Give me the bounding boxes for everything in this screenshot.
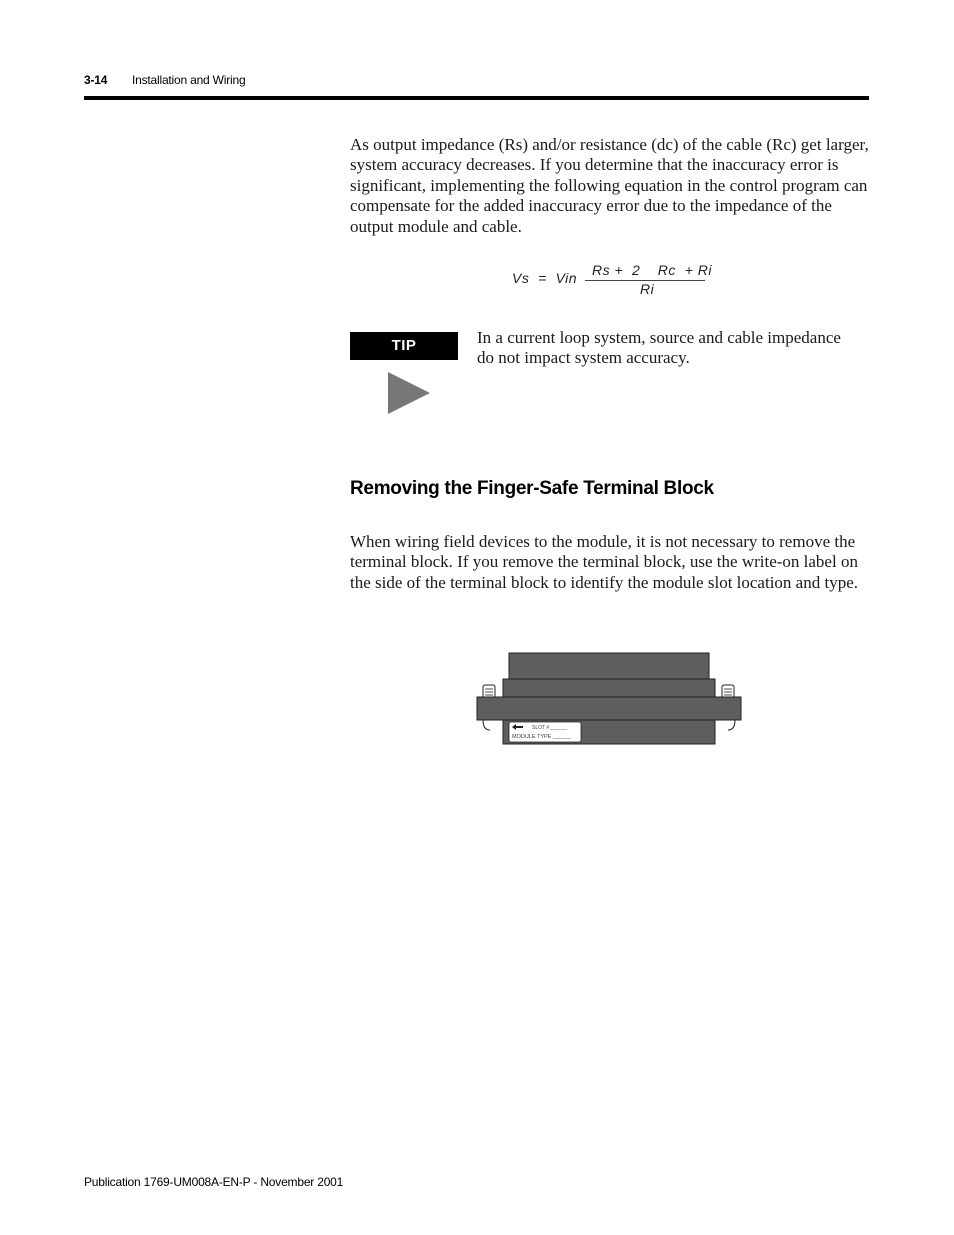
equation-numerator: Rs + 2 Rc + Ri [592,262,712,278]
terminal-block-paragraph: When wiring field devices to the module, it is not necessary to remove the terminal block. If you remove the terminal block, use the write-on label on the side of the terminal block to identify the module slot location and type. [350,532,858,592]
intro-paragraph: As output impedance (Rs) and/or resistance (dc) of the cable (Rc) get larger, system accuracy decreases. If you determine that the inaccuracy error is significant, implementing the following equation in the control program can compensate for the added inaccuracy error due to the impedance of the output module and cable. [350,135,869,236]
equation-lhs: Vs = Vin [512,270,578,286]
page-number: 3-14 [84,73,108,87]
right-screw-tab [728,720,735,730]
page-header [84,73,246,87]
footer-publication: Publication 1769-UM008A-EN-P - November 2001 [84,1175,344,1189]
header-rule [84,96,869,100]
terminal-block-top [509,653,709,679]
left-screw-icon [483,685,495,698]
terminal-block-flange [477,697,741,720]
label-slot: SLOT # ______ [532,725,568,731]
tip-text: In a current loop system, source and cable impedance do not impact system accuracy. [477,328,841,368]
label-module-type: MODULE TYPE ______ [512,734,572,740]
tip-label: TIP [350,332,458,360]
tip-arrow-icon [388,372,430,414]
equation-denominator: Ri [640,281,655,297]
section-heading: Removing the Finger-Safe Terminal Block [350,478,714,499]
terminal-block-figure [470,650,750,750]
left-screw-tab [483,720,490,730]
terminal-block-upper [503,679,715,697]
right-screw-icon [722,685,734,698]
section-title: Installation and Wiring [132,73,246,87]
